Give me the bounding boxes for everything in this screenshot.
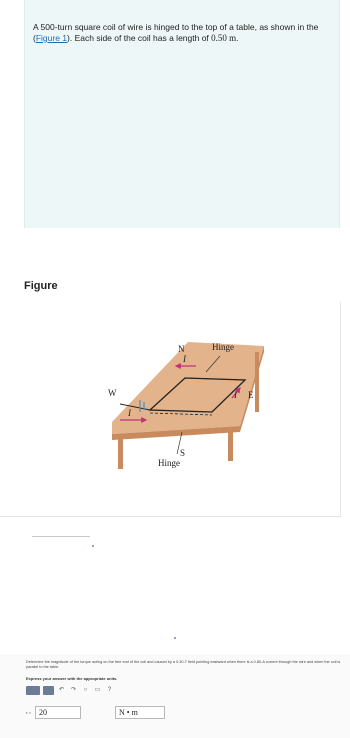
answer-prefix: τ = (26, 709, 32, 715)
label-current-top: I (183, 354, 186, 364)
answer-instruction: Express your answer with the appropriate units. (26, 676, 118, 681)
templates-button[interactable] (26, 686, 40, 695)
coil-length-value: 0.50 m (211, 33, 237, 43)
problem-text-start: A 500-turn square coil of wire is hinged to the top of a table, as shown in the ( (33, 22, 319, 43)
answer-unit-input[interactable]: N • m (115, 706, 165, 719)
question-prompt: Determine the magnitude of the torque acting on the free end of the coil and caused by a 0.30-T field pointing eastward when there is a 0.80-A current through the wire and when the coil is parallel to the table. (26, 660, 341, 669)
label-east: E (248, 390, 254, 400)
marker-dot-center (174, 637, 176, 639)
undo-icon[interactable]: ↶ (58, 686, 65, 693)
table-leg-back-right (255, 352, 259, 412)
figure-panel (0, 302, 341, 517)
answer-value-input[interactable]: 20 (35, 706, 81, 719)
keyboard-icon[interactable]: ▭ (94, 686, 101, 693)
help-icon[interactable]: ? (107, 686, 112, 693)
label-south: S (180, 448, 186, 458)
table-leg-front-left (118, 439, 123, 469)
coil-diagram (0, 302, 341, 517)
redo-icon[interactable]: ↷ (70, 686, 77, 693)
figure-link[interactable]: Figure 1 (35, 33, 68, 43)
answer-row (26, 705, 165, 719)
divider (32, 536, 90, 537)
figure-heading: Figure (24, 280, 58, 292)
units-button[interactable] (43, 686, 54, 695)
label-hinge-top: Hinge (212, 342, 234, 352)
problem-statement (24, 0, 340, 228)
label-west: W (108, 388, 117, 398)
label-hinge-bottom: Hinge (158, 458, 180, 468)
table-leg-front-right (228, 431, 233, 461)
problem-text-middle: ). Each side of the coil has a length of (67, 33, 212, 43)
label-current-bottom: I (128, 408, 131, 418)
label-north: N (178, 344, 185, 354)
problem-text-end: . (236, 33, 239, 43)
answer-toolbar (26, 685, 114, 695)
reset-icon[interactable]: ○ (83, 686, 88, 693)
marker-dot-left (92, 545, 94, 547)
label-current-right: I (234, 390, 237, 400)
